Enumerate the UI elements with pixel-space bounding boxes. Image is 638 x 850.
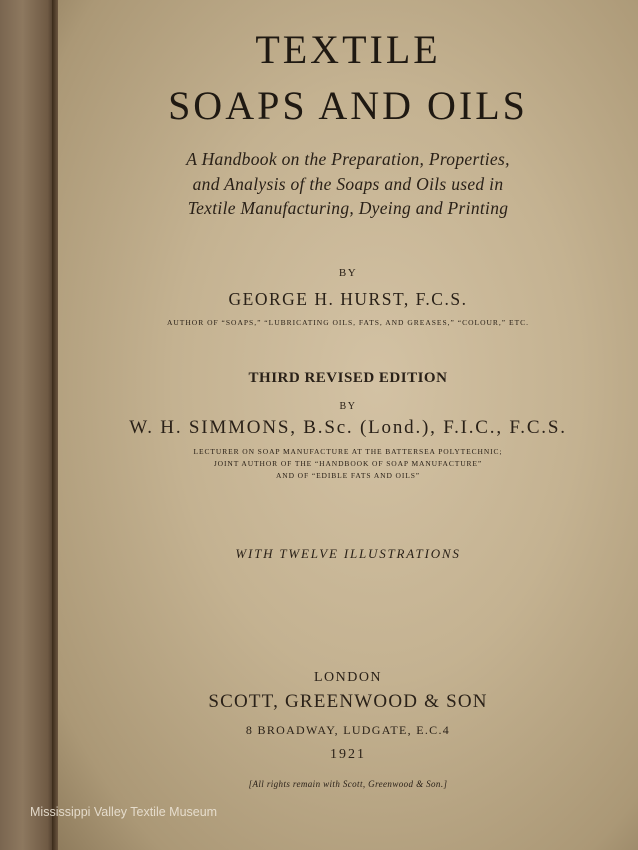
- by-label: BY: [338, 267, 358, 279]
- book-title-line-2: SOAPS AND OILS: [168, 83, 528, 128]
- museum-watermark: Mississippi Valley Textile Museum: [30, 805, 218, 819]
- publisher-city: LONDON: [313, 670, 383, 685]
- book-title-line-1: TEXTILE: [255, 27, 441, 72]
- subtitle-line-1: A Handbook on the Preparation, Properties,: [186, 149, 510, 169]
- publisher-name: SCOTT, GREENWOOD & SON: [208, 691, 488, 712]
- reviser-note-line-3: AND OF “EDIBLE FATS AND OILS”: [275, 471, 421, 480]
- reviser-note-line-2: JOINT AUTHOR OF THE “HANDBOOK OF SOAP MANUFACTURE”: [213, 459, 483, 468]
- edition-label: THIRD REVISED EDITION: [248, 370, 448, 386]
- publisher-address: 8 BROADWAY, LUDGATE, E.C.4: [245, 723, 451, 737]
- reviser-note-line-1: LECTURER ON SOAP MANUFACTURE AT THE BATTERSEA POLYTECHNIC;: [193, 447, 503, 456]
- rights-notice: [All rights remain with Scott, Greenwood & Son.]: [248, 779, 448, 789]
- subtitle-line-2: and Analysis of the Soaps and Oils used in: [192, 174, 504, 194]
- illustrations-note: WITH TWELVE ILLUSTRATIONS: [235, 546, 461, 561]
- title-page: [58, 0, 638, 850]
- publication-year: 1921: [330, 747, 366, 762]
- reviser-by-label: BY: [339, 401, 357, 412]
- facing-page-edge: [0, 0, 56, 850]
- reviser-name: W. H. SIMMONS, B.Sc. (Lond.), F.I.C., F.C.S.: [129, 417, 567, 438]
- author-name: GEORGE H. HURST, F.C.S.: [228, 289, 468, 309]
- subtitle-line-3: Textile Manufacturing, Dyeing and Printing: [187, 198, 509, 218]
- author-works: AUTHOR OF “SOAPS,” “LUBRICATING OILS, FATS, AND GREASES,” “COLOUR,” ETC.: [166, 318, 530, 327]
